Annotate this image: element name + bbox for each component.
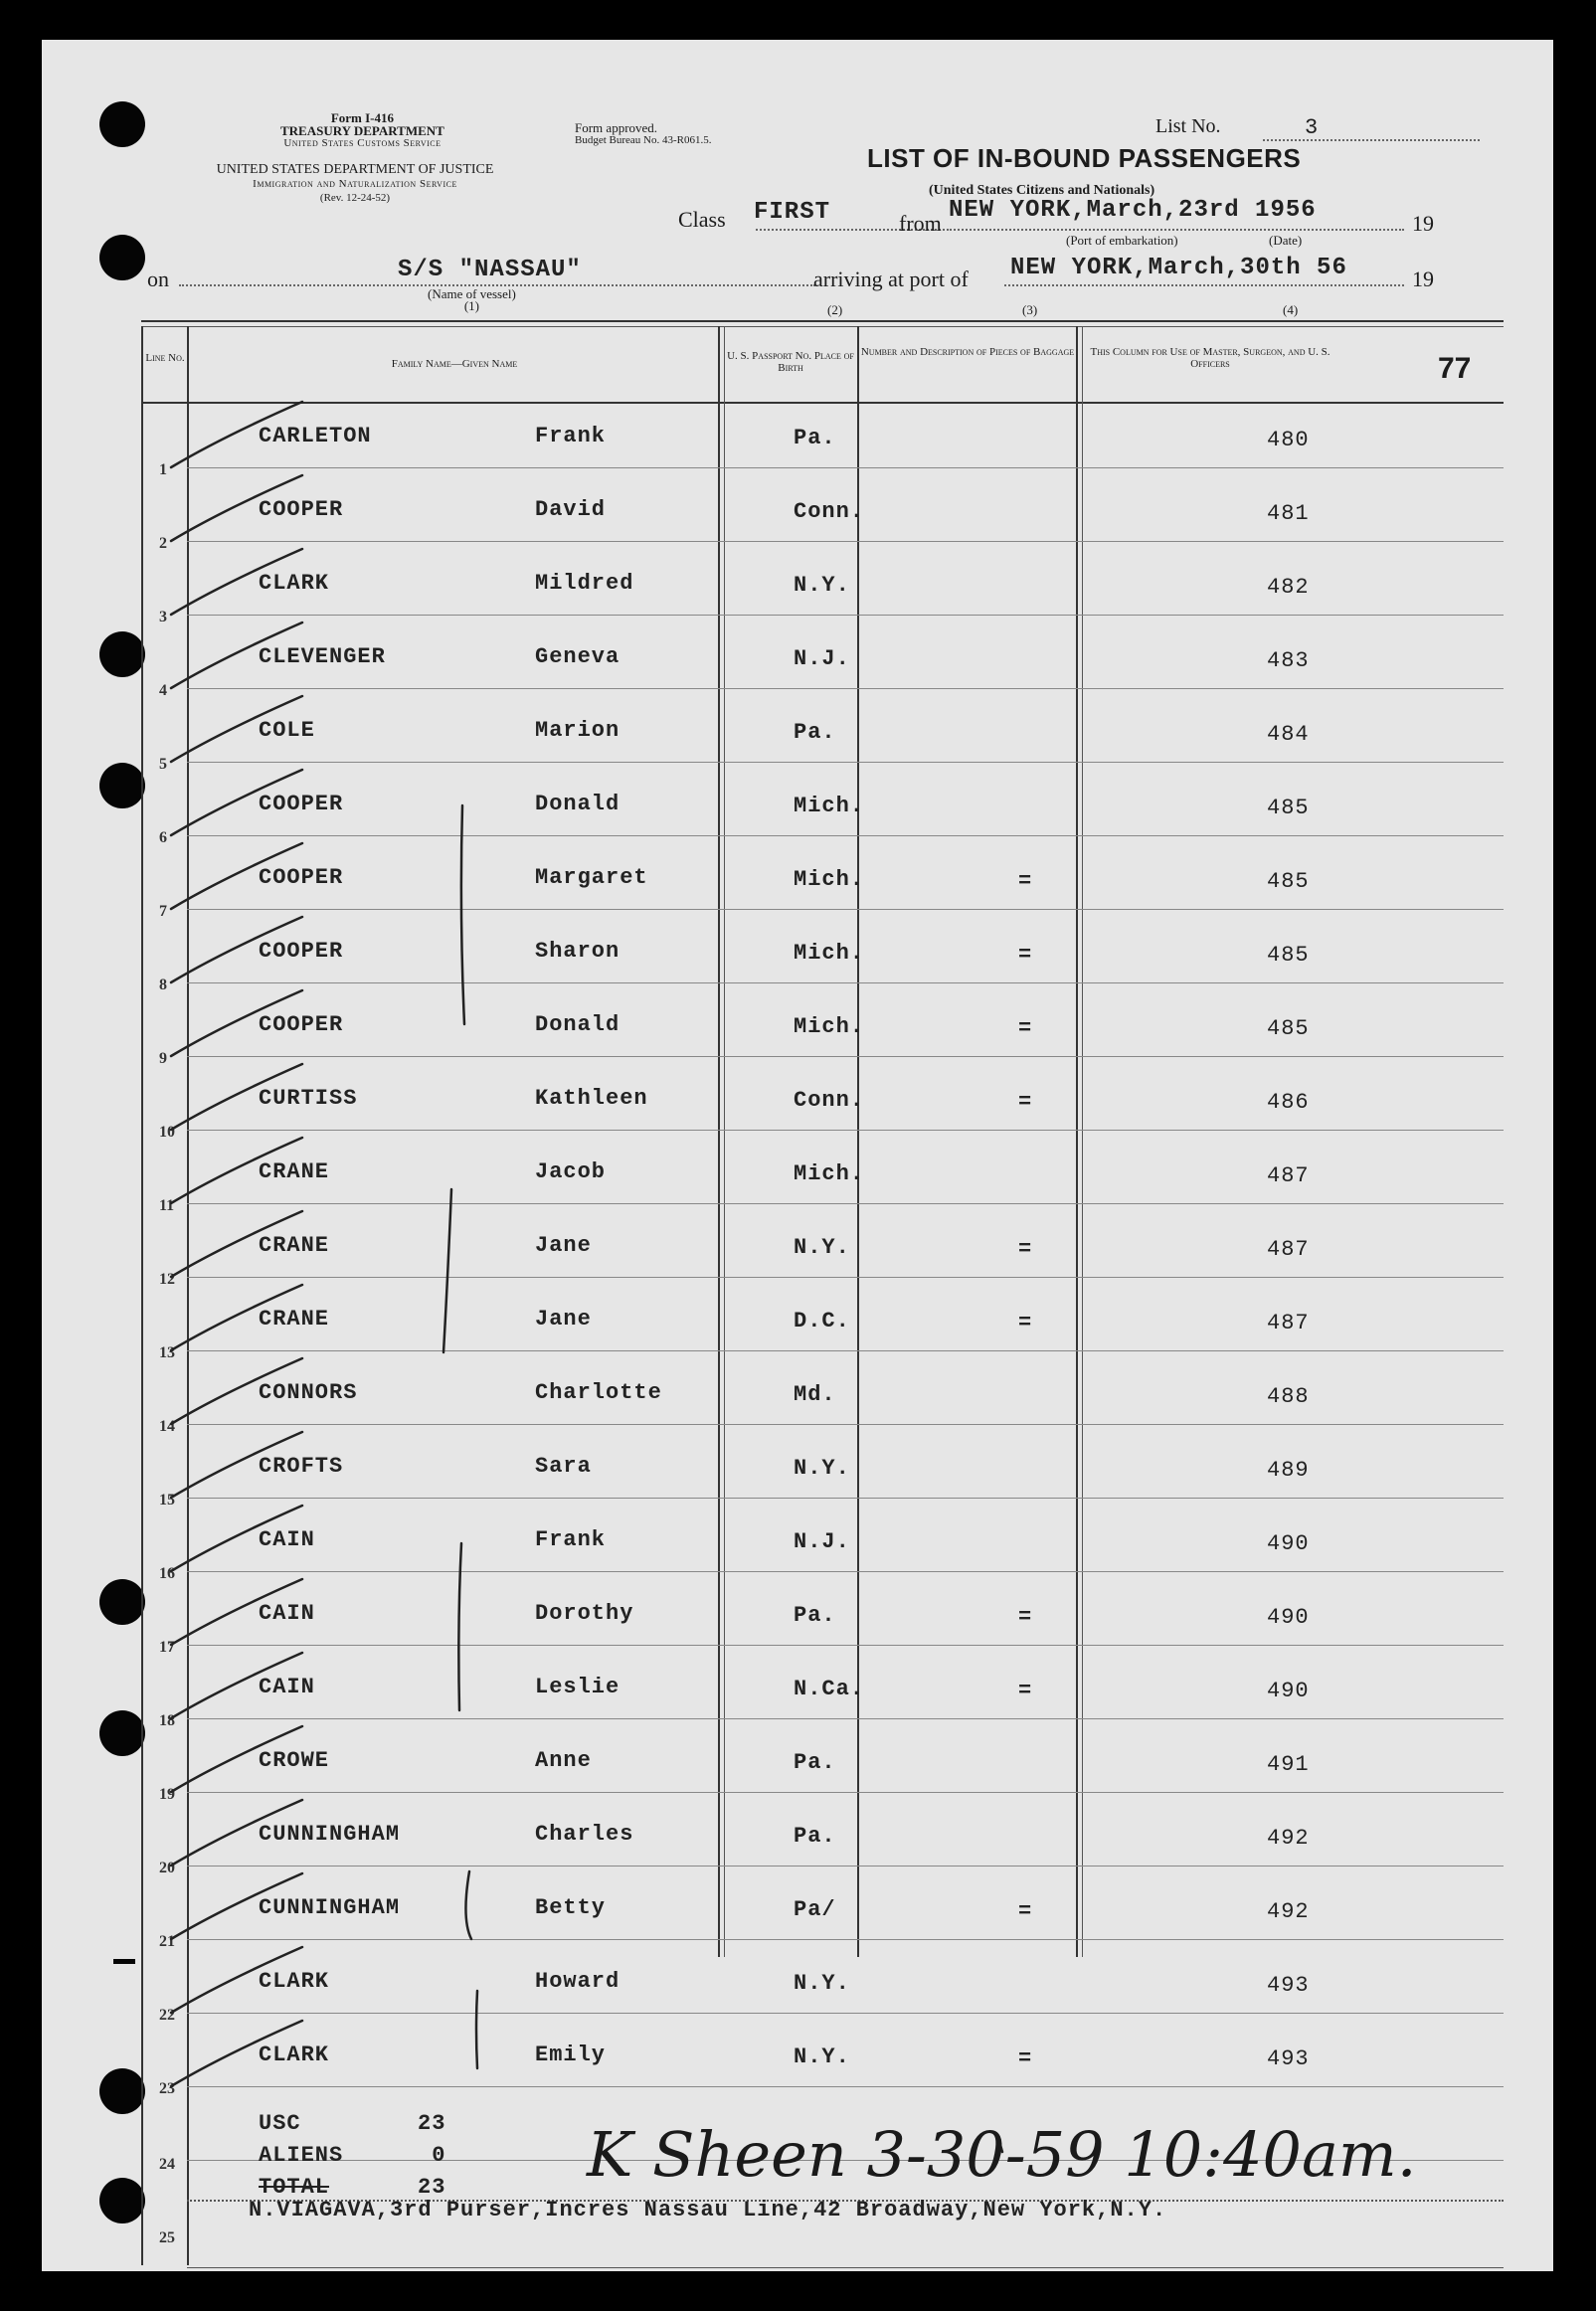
place-of-birth: Mich. [794, 867, 865, 892]
check-mark [171, 1138, 302, 1203]
class-label: Class [678, 207, 726, 232]
family-name: CROFTS [259, 1454, 344, 1479]
family-name: CROWE [259, 1748, 330, 1773]
place-of-birth: Conn. [794, 1088, 865, 1113]
form-approved: Form approved. [575, 120, 658, 135]
total-label: TOTAL [259, 2175, 330, 2200]
line-number: 6 [159, 829, 167, 846]
customs-service: United States Customs Service [283, 137, 442, 149]
baggage: = [1018, 1090, 1033, 1115]
line-number: 7 [159, 903, 167, 920]
line-number: 5 [159, 756, 167, 773]
usc-label: USC [259, 2111, 301, 2136]
officer-number: 488 [1267, 1384, 1310, 1409]
family-name: CLARK [259, 1969, 330, 1994]
place-of-birth: N.Y. [794, 1235, 850, 1260]
usc-count: 23 [418, 2111, 446, 2136]
year-prefix-1: 19 [1412, 211, 1434, 236]
place-of-birth: D.C. [794, 1309, 850, 1333]
officer-number: 485 [1267, 1016, 1310, 1041]
baggage: = [1018, 943, 1033, 968]
vessel-caption: (Name of vessel) [428, 286, 516, 301]
family-bracket [443, 1189, 451, 1352]
officer-number: 490 [1267, 1605, 1310, 1630]
given-name: Mildred [535, 571, 634, 596]
family-name: COOPER [259, 792, 344, 816]
officer-number: 483 [1267, 648, 1310, 673]
aliens-count: 0 [432, 2143, 446, 2168]
family-name: CUNNINGHAM [259, 1822, 401, 1847]
col-3-caption: (3) [1022, 302, 1038, 317]
given-name: Donald [535, 1012, 621, 1037]
given-name: Dorothy [535, 1601, 634, 1626]
place-of-birth: N.Y. [794, 1971, 850, 1996]
family-name: CAIN [259, 1675, 315, 1699]
family-name: CRANE [259, 1233, 330, 1258]
list-no-label: List No. [1155, 115, 1221, 137]
vessel-name: S/S "NASSAU" [398, 257, 582, 283]
officer-number: 480 [1267, 428, 1310, 452]
check-mark [171, 990, 302, 1056]
baggage: = [1018, 869, 1033, 894]
col-header-line-no: Line No. [145, 352, 185, 364]
embark-port: NEW YORK,March,23rd 1956 [949, 197, 1317, 224]
given-name: Howard [535, 1969, 621, 1994]
place-of-birth: N.Y. [794, 2044, 850, 2069]
family-name: COOPER [259, 939, 344, 964]
family-bracket [458, 1543, 461, 1710]
place-of-birth: N.Y. [794, 1456, 850, 1481]
arrival-port: NEW YORK,March,30th 56 [1010, 255, 1347, 281]
officer-number: 490 [1267, 1679, 1310, 1703]
check-mark [171, 1358, 302, 1424]
baggage: = [1018, 2046, 1033, 2071]
check-mark [171, 1064, 302, 1130]
place-of-birth: Pa. [794, 426, 836, 450]
family-name: CLARK [259, 571, 330, 596]
line-number: 4 [159, 682, 167, 699]
family-name: COOPER [259, 497, 344, 522]
officer-number: 491 [1267, 1752, 1310, 1777]
arriving-label: arriving at port of [813, 267, 969, 291]
line-number: 8 [159, 977, 167, 993]
check-mark [171, 1947, 302, 2013]
place-of-birth: Md. [794, 1382, 836, 1407]
line-number: 14 [159, 1418, 175, 1435]
handwriting-overlay [42, 40, 1553, 2271]
col-header-passport: U. S. Passport No. Place of Birth [727, 350, 854, 374]
form-page [42, 40, 1553, 2271]
line-number: 12 [159, 1271, 175, 1288]
given-name: Sharon [535, 939, 621, 964]
col-header-officers: This Column for Use of Master, Surgeon, and U. S. Officers [1090, 346, 1330, 370]
place-of-birth: Pa. [794, 1750, 836, 1775]
given-name: Frank [535, 424, 607, 448]
line-number: 15 [159, 1492, 175, 1509]
from-label: from [899, 211, 942, 236]
family-name: CLARK [259, 2043, 330, 2067]
given-name: Emily [535, 2043, 607, 2067]
family-bracket [476, 1991, 477, 2068]
officer-number: 482 [1267, 575, 1310, 600]
page-title: LIST OF IN-BOUND PASSENGERS [867, 143, 1302, 173]
title-subtitle: (United States Citizens and Nationals) [929, 183, 1155, 198]
officer-number: 487 [1267, 1163, 1310, 1188]
on-label: on [147, 267, 169, 291]
check-mark [171, 1653, 302, 1718]
officer-number: 481 [1267, 501, 1310, 526]
baggage: = [1018, 1311, 1033, 1335]
line-number: 1 [159, 461, 167, 478]
given-name: Sara [535, 1454, 592, 1479]
place-of-birth: Mich. [794, 1014, 865, 1039]
line-number: 22 [159, 2007, 175, 2024]
family-name: CUNNINGHAM [259, 1895, 401, 1920]
line-number: 11 [159, 1197, 175, 1214]
given-name: Kathleen [535, 1086, 648, 1111]
place-of-birth: Conn. [794, 499, 865, 524]
total-count: 23 [418, 2175, 446, 2200]
line-number: 21 [159, 1933, 175, 1950]
line-number: 24 [159, 2156, 175, 2173]
check-mark [171, 1726, 302, 1792]
given-name: Jane [535, 1233, 592, 1258]
officer-number: 490 [1267, 1531, 1310, 1556]
family-name: COLE [259, 718, 315, 743]
officer-number: 485 [1267, 796, 1310, 820]
col-2-caption: (2) [827, 302, 843, 317]
purser-line: N.VIAGAVA,3rd Purser,Incres Nassau Line,42 Broadway,New York,N.Y. [249, 2198, 1167, 2222]
check-mark [171, 1432, 302, 1498]
line-number: 13 [159, 1344, 175, 1361]
given-name: David [535, 497, 607, 522]
family-name: COOPER [259, 1012, 344, 1037]
officer-number: 486 [1267, 1090, 1310, 1115]
place-of-birth: Mich. [794, 794, 865, 818]
line-number: 10 [159, 1124, 175, 1141]
given-name: Leslie [535, 1675, 621, 1699]
given-name: Betty [535, 1895, 607, 1920]
baggage: = [1018, 1016, 1033, 1041]
line-number: 16 [159, 1565, 175, 1582]
year-prefix-2: 19 [1412, 267, 1434, 291]
line-number: 20 [159, 1860, 175, 1876]
family-name: CLEVENGER [259, 644, 386, 669]
check-mark [171, 1873, 302, 1939]
given-name: Charlotte [535, 1380, 662, 1405]
check-mark [171, 1579, 302, 1645]
revision: (Rev. 12-24-52) [319, 192, 391, 204]
family-name: CURTISS [259, 1086, 358, 1111]
family-name: CARLETON [259, 424, 372, 448]
check-mark [171, 402, 302, 467]
given-name: Charles [535, 1822, 634, 1847]
given-name: Anne [535, 1748, 592, 1773]
line-number: 2 [159, 535, 167, 552]
check-mark [171, 843, 302, 909]
check-mark [171, 1506, 302, 1571]
family-bracket [461, 805, 464, 1024]
col-header-name: Family Name—Given Name [391, 358, 518, 370]
family-bracket [465, 1871, 471, 1939]
family-name: CAIN [259, 1527, 315, 1552]
given-name: Geneva [535, 644, 621, 669]
place-of-birth: N.J. [794, 646, 850, 671]
check-mark [171, 1285, 302, 1350]
justice-dept: UNITED STATES DEPARTMENT OF JUSTICE [216, 162, 494, 177]
place-of-birth: Mich. [794, 1161, 865, 1186]
baggage: = [1018, 1899, 1033, 1924]
check-mark [171, 475, 302, 541]
treasury-dept: TREASURY DEPARTMENT [280, 123, 444, 138]
officer-number: 489 [1267, 1458, 1310, 1483]
given-name: Frank [535, 1527, 607, 1552]
line-number: 3 [159, 609, 167, 625]
officer-number: 487 [1267, 1311, 1310, 1335]
check-mark [171, 917, 302, 982]
line-number: 9 [159, 1050, 167, 1067]
family-name: CAIN [259, 1601, 315, 1626]
line-number: 17 [159, 1639, 175, 1656]
baggage: = [1018, 1237, 1033, 1262]
ins-service: Immigration and Naturalization Service [253, 178, 457, 190]
family-name: COOPER [259, 865, 344, 890]
inspector-signature: K Sheen 3-30-59 10:40am. [587, 2118, 1417, 2191]
check-mark [171, 622, 302, 688]
check-mark [171, 2021, 302, 2086]
check-mark [171, 549, 302, 615]
list-no-value: 3 [1305, 115, 1319, 140]
check-mark [171, 1800, 302, 1866]
given-name: Donald [535, 792, 621, 816]
col-header-baggage: Number and Description of Pieces of Baggage [860, 346, 1075, 358]
line-number: 19 [159, 1786, 175, 1803]
budget-bureau: Budget Bureau No. 43-R061.5. [575, 134, 712, 146]
line-number: 18 [159, 1712, 175, 1729]
check-mark [171, 1211, 302, 1277]
place-of-birth: N.Ca. [794, 1677, 865, 1701]
officer-number: 485 [1267, 869, 1310, 894]
family-name: CRANE [259, 1159, 330, 1184]
place-of-birth: Pa. [794, 720, 836, 745]
family-name: CONNORS [259, 1380, 358, 1405]
officer-number: 492 [1267, 1826, 1310, 1851]
place-of-birth: N.Y. [794, 573, 850, 598]
given-name: Jane [535, 1307, 592, 1332]
check-mark [171, 696, 302, 762]
officer-number: 484 [1267, 722, 1310, 747]
line-number: 25 [159, 2229, 175, 2246]
given-name: Margaret [535, 865, 648, 890]
officer-number: 493 [1267, 2046, 1310, 2071]
check-mark [171, 770, 302, 835]
officer-number: 492 [1267, 1899, 1310, 1924]
page-number: 77 [1438, 352, 1472, 385]
place-of-birth: Pa. [794, 1824, 836, 1849]
col-4-caption: (4) [1283, 302, 1299, 317]
officer-number: 485 [1267, 943, 1310, 968]
class-value: FIRST [754, 199, 831, 226]
place-of-birth: N.J. [794, 1529, 850, 1554]
col-1-caption: (1) [463, 298, 479, 313]
place-of-birth: Pa. [794, 1603, 836, 1628]
family-name: CRANE [259, 1307, 330, 1332]
given-name: Jacob [535, 1159, 607, 1184]
officer-number: 487 [1267, 1237, 1310, 1262]
given-name: Marion [535, 718, 621, 743]
port-of-embark-caption: (Port of embarkation) [1066, 233, 1178, 248]
date-caption: (Date) [1269, 233, 1303, 248]
form-number: Form I-416 [330, 110, 395, 125]
place-of-birth: Mich. [794, 941, 865, 966]
baggage: = [1018, 1679, 1033, 1703]
line-number: 23 [159, 2080, 175, 2097]
baggage: = [1018, 1605, 1033, 1630]
place-of-birth: Pa/ [794, 1897, 836, 1922]
aliens-label: ALIENS [259, 2143, 344, 2168]
officer-number: 493 [1267, 1973, 1310, 1998]
